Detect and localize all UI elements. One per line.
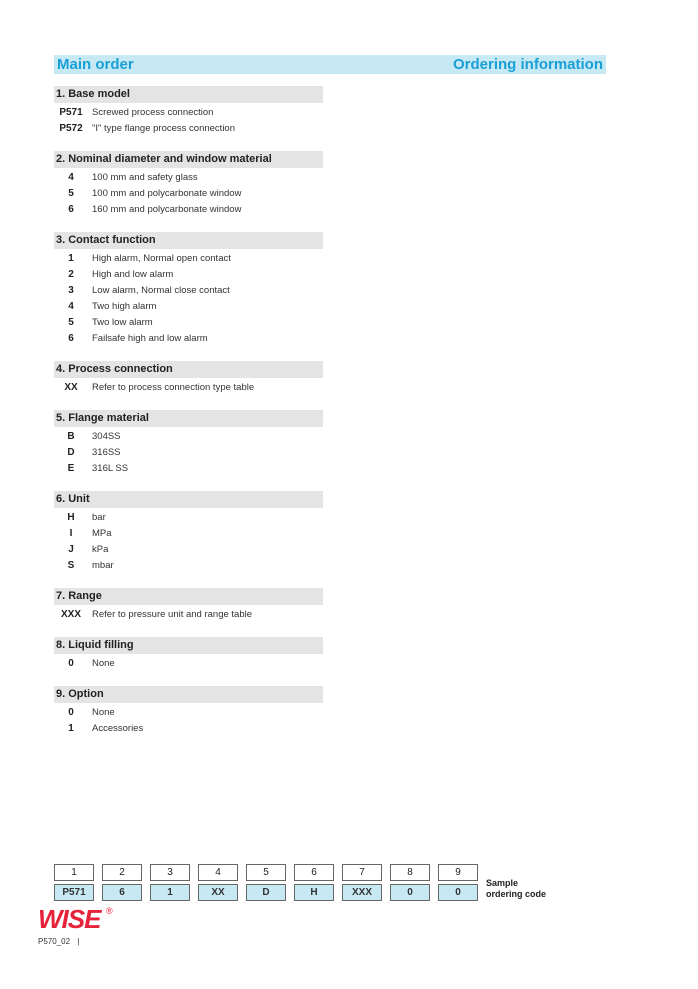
- sample-cell-8: [390, 864, 430, 901]
- option-row: [54, 721, 354, 737]
- option-code: P571: [59, 107, 83, 118]
- sample-label-line2: ordering code: [486, 889, 547, 899]
- wise-logo: [38, 904, 118, 934]
- sample-position-value: XXX: [342, 884, 382, 901]
- section-1: [54, 86, 354, 137]
- option-row: [54, 251, 354, 267]
- section-4: [54, 361, 354, 396]
- footer: [38, 937, 79, 946]
- sample-cell-6: [294, 864, 334, 901]
- sample-position-value: 0: [438, 884, 478, 901]
- option-code: 4: [68, 172, 74, 183]
- section-9: [54, 686, 354, 737]
- option-row: [54, 542, 354, 558]
- option-row: [54, 121, 354, 137]
- section-title: 5. Flange material: [54, 410, 323, 427]
- sample-label: [486, 878, 576, 900]
- option-code: D: [67, 447, 75, 458]
- section-2: [54, 151, 354, 218]
- option-description: 316SS: [92, 447, 121, 458]
- sample-position-value: XX: [198, 884, 238, 901]
- option-description: Refer to pressure unit and range table: [92, 609, 253, 620]
- option-code: H: [67, 512, 75, 523]
- sample-position-value: P571: [54, 884, 94, 901]
- option-code: 1: [68, 253, 74, 264]
- option-description: Low alarm, Normal close contact: [92, 285, 230, 296]
- option-description: 304SS: [92, 431, 121, 442]
- section-8: [54, 637, 354, 672]
- section-6: [54, 491, 354, 574]
- option-description: Two high alarm: [92, 301, 157, 312]
- option-description: Screwed process connection: [92, 107, 214, 118]
- sample-position-number: 9: [438, 864, 478, 881]
- option-description: None: [92, 658, 115, 669]
- sample-position-value: 0: [390, 884, 430, 901]
- option-code: 5: [68, 317, 74, 328]
- option-row: [54, 315, 354, 331]
- sample-cell-2: [102, 864, 142, 901]
- sample-cell-4: [198, 864, 238, 901]
- sample-position-number: 6: [294, 864, 334, 881]
- section-title: 7. Range: [54, 588, 323, 605]
- section-title: 6. Unit: [54, 491, 323, 508]
- header-title-right: Ordering information: [453, 56, 603, 73]
- option-code: 2: [68, 269, 74, 280]
- sample-cell-7: [342, 864, 382, 901]
- logo-text: WISE: [38, 904, 101, 934]
- header-bar: [54, 55, 606, 74]
- option-row: [54, 461, 354, 477]
- doc-code: P570_02: [38, 937, 71, 946]
- option-code: 0: [68, 658, 74, 669]
- section-3: [54, 232, 354, 347]
- option-code: B: [67, 431, 75, 442]
- section-title: 4. Process connection: [54, 361, 323, 378]
- option-description: Two low alarm: [92, 317, 153, 328]
- section-title: 9. Option: [54, 686, 323, 703]
- option-description: 160 mm and polycarbonate window: [92, 204, 242, 215]
- option-description: MPa: [92, 528, 112, 539]
- option-code: 4: [68, 301, 74, 312]
- option-row: [54, 170, 354, 186]
- sample-position-value: 6: [102, 884, 142, 901]
- option-code: P572: [59, 123, 83, 134]
- option-code: 5: [68, 188, 74, 199]
- option-description: High alarm, Normal open contact: [92, 253, 231, 264]
- sample-position-number: 5: [246, 864, 286, 881]
- sample-position-value: D: [246, 884, 286, 901]
- option-row: [54, 705, 354, 721]
- sample-cell-1: [54, 864, 94, 901]
- option-description: High and low alarm: [92, 269, 174, 280]
- option-row: [54, 105, 354, 121]
- option-row: [54, 186, 354, 202]
- sample-position-value: 1: [150, 884, 190, 901]
- sample-position-number: 7: [342, 864, 382, 881]
- sample-position-number: 8: [390, 864, 430, 881]
- header-title-left: Main order: [57, 56, 134, 73]
- option-description: 316L SS: [92, 463, 129, 474]
- option-code: 3: [68, 285, 74, 296]
- sample-cell-5: [246, 864, 286, 901]
- option-code: S: [67, 560, 75, 571]
- option-row: [54, 445, 354, 461]
- sample-cell-3: [150, 864, 190, 901]
- option-description: Failsafe high and low alarm: [92, 333, 208, 344]
- option-description: Accessories: [92, 723, 144, 734]
- option-row: [54, 283, 354, 299]
- section-title: 3. Contact function: [54, 232, 323, 249]
- option-row: [54, 267, 354, 283]
- option-row: [54, 202, 354, 218]
- logo-registered-mark: ®: [106, 906, 113, 916]
- option-code: E: [67, 463, 75, 474]
- option-code: I: [69, 528, 73, 539]
- option-code: 1: [68, 723, 74, 734]
- option-description: mbar: [92, 560, 114, 571]
- option-row: [54, 331, 354, 347]
- option-row: [54, 558, 354, 574]
- option-row: [54, 607, 354, 623]
- option-description: None: [92, 707, 115, 718]
- option-row: [54, 656, 354, 672]
- option-code: 0: [68, 707, 74, 718]
- order-sections: [54, 86, 354, 751]
- option-row: [54, 380, 354, 396]
- sample-cell-9: [438, 864, 478, 901]
- option-description: "I" type flange process connection: [92, 123, 235, 134]
- sample-label-line1: Sample: [486, 878, 519, 888]
- section-title: 1. Base model: [54, 86, 323, 103]
- sample-position-number: 2: [102, 864, 142, 881]
- option-description: bar: [92, 512, 106, 523]
- option-description: 100 mm and safety glass: [92, 172, 198, 183]
- sample-position-number: 3: [150, 864, 190, 881]
- option-row: [54, 429, 354, 445]
- sample-position-number: 4: [198, 864, 238, 881]
- option-description: 100 mm and polycarbonate window: [92, 188, 242, 199]
- section-title: 8. Liquid filling: [54, 637, 323, 654]
- option-row: [54, 299, 354, 315]
- option-row: [54, 510, 354, 526]
- section-5: [54, 410, 354, 477]
- section-7: [54, 588, 354, 623]
- option-code: 6: [68, 204, 74, 215]
- option-row: [54, 526, 354, 542]
- option-description: Refer to process connection type table: [92, 382, 255, 393]
- option-code: XXX: [60, 609, 81, 620]
- option-code: J: [68, 544, 74, 555]
- sample-position-number: 1: [54, 864, 94, 881]
- footer-separator: |: [77, 937, 80, 946]
- option-code: 6: [68, 333, 74, 344]
- option-description: kPa: [92, 544, 109, 555]
- sample-position-value: H: [294, 884, 334, 901]
- option-code: XX: [64, 382, 78, 393]
- section-title: 2. Nominal diameter and window material: [54, 151, 323, 168]
